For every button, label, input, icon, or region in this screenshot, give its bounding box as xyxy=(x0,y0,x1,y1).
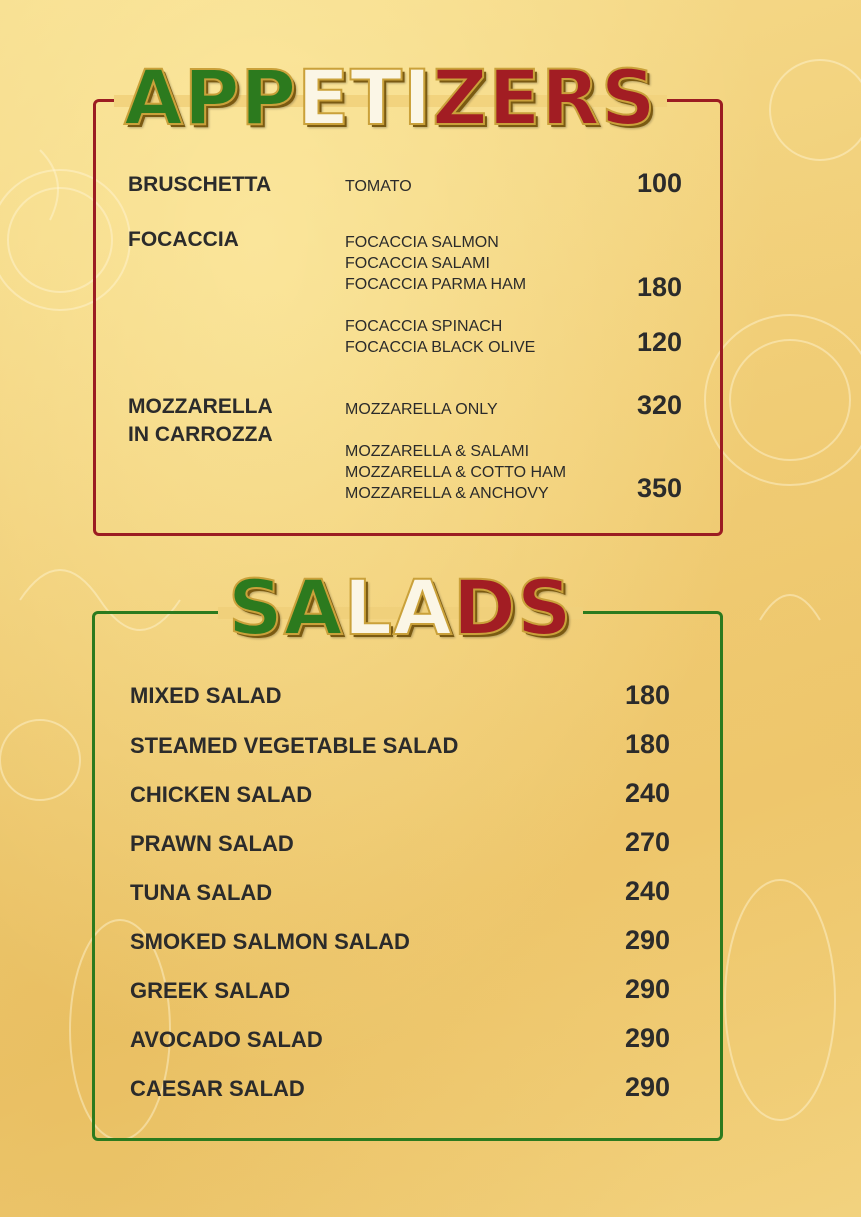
appetizer-option: FOCACCIA SPINACH xyxy=(345,318,503,335)
salad-name: MIXED SALAD xyxy=(130,683,282,708)
salad-name: CAESAR SALAD xyxy=(130,1076,305,1101)
salad-name: SMOKED SALMON SALAD xyxy=(130,929,410,954)
appetizer-option: FOCACCIA PARMA HAM xyxy=(345,276,527,293)
salads-heading xyxy=(228,563,573,652)
appetizer-price: 180 xyxy=(636,272,682,302)
heading-part-green: SA xyxy=(228,563,344,652)
appetizer-name-line2: IN CARROZZA xyxy=(128,423,273,446)
heading-part-red: DS xyxy=(452,563,573,652)
heading-part-green: APP xyxy=(124,53,298,142)
salad-price: 290 xyxy=(624,925,670,955)
appetizer-name: FOCACCIA xyxy=(128,228,239,251)
salad-name: CHICKEN SALAD xyxy=(130,782,313,807)
salad-price: 180 xyxy=(624,680,670,710)
salad-price: 180 xyxy=(624,729,670,759)
appetizer-price: 100 xyxy=(636,168,682,198)
heading-part-white: ETI xyxy=(297,53,433,142)
appetizer-option: MOZZARELLA ONLY xyxy=(345,401,498,418)
appetizer-option: FOCACCIA SALMON xyxy=(345,234,499,251)
salad-price: 290 xyxy=(624,1023,670,1053)
appetizer-name: BRUSCHETTA xyxy=(128,173,272,196)
appetizer-option: TOMATO xyxy=(345,178,412,195)
appetizer-name: MOZZARELLA xyxy=(128,395,273,418)
appetizer-price: 120 xyxy=(636,327,682,357)
salad-price: 290 xyxy=(624,974,670,1004)
appetizer-price: 320 xyxy=(636,390,682,420)
salad-price: 240 xyxy=(624,876,670,906)
appetizer-option: FOCACCIA SALAMI xyxy=(345,255,490,272)
salad-name: AVOCADO SALAD xyxy=(130,1027,323,1052)
salad-name: STEAMED VEGETABLE SALAD xyxy=(130,733,459,758)
heading-part-white: LA xyxy=(343,563,453,652)
salad-price: 290 xyxy=(624,1072,670,1102)
appetizer-option: FOCACCIA BLACK OLIVE xyxy=(345,339,536,356)
salad-name: TUNA SALAD xyxy=(130,880,273,905)
appetizers-heading xyxy=(124,53,657,142)
appetizer-option: MOZZARELLA & COTTO HAM xyxy=(345,464,567,481)
appetizer-option: MOZZARELLA & SALAMI xyxy=(345,443,530,460)
heading-part-red: ZERS xyxy=(432,53,657,142)
salad-name: GREEK SALAD xyxy=(130,978,291,1003)
appetizer-price: 350 xyxy=(636,473,682,503)
appetizer-option: MOZZARELLA & ANCHOVY xyxy=(345,485,549,502)
salad-name: PRAWN SALAD xyxy=(130,831,294,856)
salad-price: 270 xyxy=(624,827,670,857)
salad-price: 240 xyxy=(624,778,670,808)
